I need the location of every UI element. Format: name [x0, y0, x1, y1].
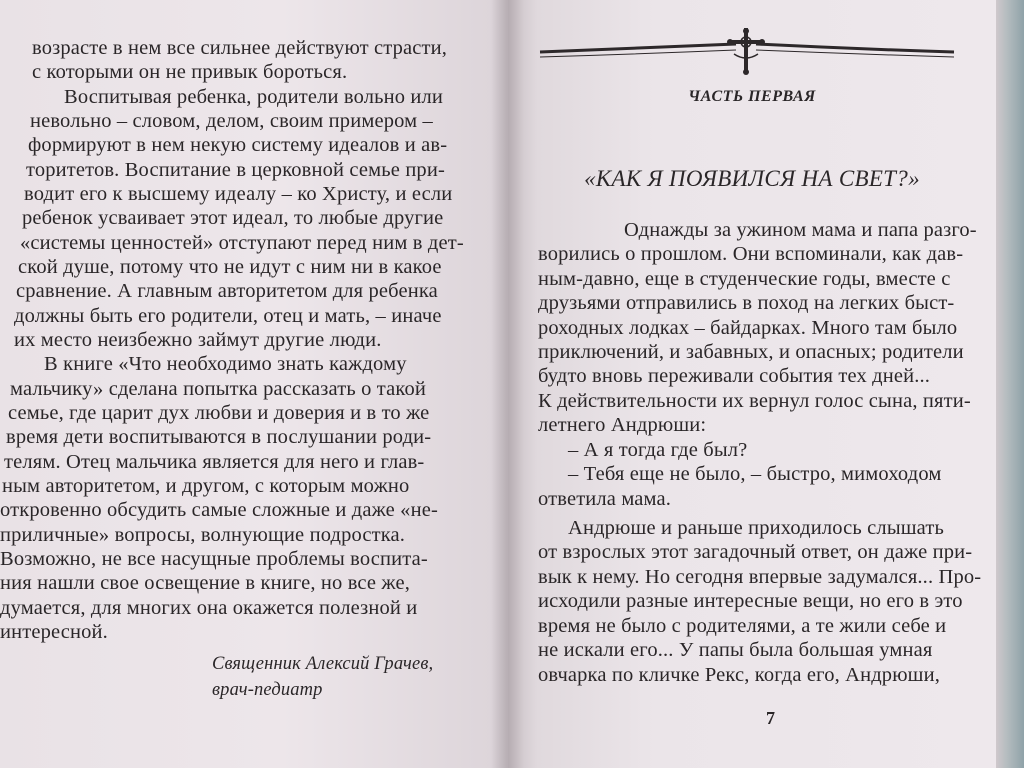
right-line-1: Однажды за ужином мама и папа разго-: [624, 219, 977, 241]
left-line-15: мальчику» сделана попытка рассказать о такой: [10, 378, 426, 400]
left-line-8: ребенок усваивает этот идеал, то любые другие: [22, 207, 444, 229]
left-line-10: ской душе, потому что не идут с ним ни в какое: [18, 256, 442, 278]
cross-ornament-icon: [538, 28, 956, 76]
author-signature: Священник Алексий Грачев,: [212, 654, 434, 674]
left-line-9: «системы ценностей» отступают перед ним в дет-: [20, 232, 464, 254]
author-role: врач-педиатр: [212, 680, 323, 700]
right-line-4: друзьями отправились в поход на легких быст-: [538, 292, 955, 314]
right-line-7: будто вновь переживали события тех дней...: [538, 365, 931, 387]
left-line-14: В книге «Что необходимо знать каждому: [44, 353, 407, 375]
right-line-8: К действительности их вернул голос сына, пяти-: [538, 390, 971, 412]
left-line-13: их место неизбежно займут другие люди.: [14, 329, 382, 351]
right-line-10: – А я тогда где был?: [568, 439, 748, 461]
right-page: [508, 0, 996, 768]
right-line-5: роходных лодках – байдарках. Много там было: [538, 317, 958, 339]
right-line-18: не искали его... У папы была большая умная: [538, 639, 933, 661]
part-title: ЧАСТЬ ПЕРВАЯ: [688, 88, 816, 105]
left-line-11: сравнение. А главным авторитетом для ребенка: [16, 280, 438, 302]
left-line-3: Воспитывая ребенка, родители вольно или: [64, 86, 444, 108]
right-line-11: – Тебя еще не было, – быстро, мимоходом: [568, 463, 942, 485]
chapter-title: «КАК Я ПОЯВИЛСЯ НА СВЕТ?»: [584, 166, 920, 191]
right-line-16: исходили разные интересные вещи, но его в это: [538, 590, 963, 612]
left-line-12: должны быть его родители, отец и мать, – иначе: [14, 305, 442, 327]
left-line-21: приличные» вопросы, волнующие подростка.: [0, 524, 406, 546]
right-line-14: от взрослых этот загадочный ответ, он даже при-: [538, 541, 973, 563]
left-line-25: интересной.: [0, 621, 108, 643]
left-line-20: откровенно обсудить самые сложные и даже «не-: [0, 499, 438, 521]
right-line-15: вык к нему. Но сегодня впервые задумался... Про-: [538, 566, 982, 588]
book-cover-edge: [996, 0, 1024, 768]
left-line-7: водит его к высшему идеалу – ко Христу, и если: [24, 183, 453, 205]
right-line-6: приключений, и забавных, и опасных; родители: [538, 341, 964, 363]
left-line-4: невольно – словом, делом, своим примером –: [30, 110, 433, 132]
book-gutter: [490, 0, 524, 768]
left-line-1: возрасте в нем все сильнее действуют страсти,: [32, 37, 448, 59]
right-line-9: летнего Андрюши:: [538, 414, 707, 436]
left-line-18: телям. Отец мальчика является для него и глав-: [4, 451, 425, 473]
right-line-17: время не было с родителями, а те жили себе и: [538, 615, 947, 637]
left-line-2: с которыми он не привык бороться.: [32, 61, 348, 83]
left-line-6: торитетов. Воспитание в церковной семье при-: [26, 159, 445, 181]
left-line-19: ным авторитетом, и другом, с которым можно: [2, 475, 410, 497]
left-line-23: ния нашли свое освещение в книге, но все же,: [0, 572, 410, 594]
page-number: 7: [766, 708, 775, 728]
right-line-13: Андрюше и раньше приходилось слышать: [568, 517, 945, 539]
left-line-5: формируют в нем некую систему идеалов и ав-: [28, 134, 448, 156]
right-line-12: ответила мама.: [538, 488, 672, 510]
right-line-19: овчарка по кличке Рекс, когда его, Андрюши,: [538, 664, 941, 686]
right-line-3: ным-давно, еще в студенческие годы, вместе с: [538, 268, 951, 290]
left-line-16: семье, где царит дух любви и доверия и в то же: [8, 402, 430, 424]
left-line-24: думается, для многих она окажется полезной и: [0, 597, 418, 619]
left-line-22: Возможно, не все насущные проблемы воспита-: [0, 548, 428, 570]
right-line-2: ворились о прошлом. Они вспоминали, как дав-: [538, 243, 964, 265]
left-line-17: время дети воспитываются в послушании роди-: [6, 426, 432, 448]
